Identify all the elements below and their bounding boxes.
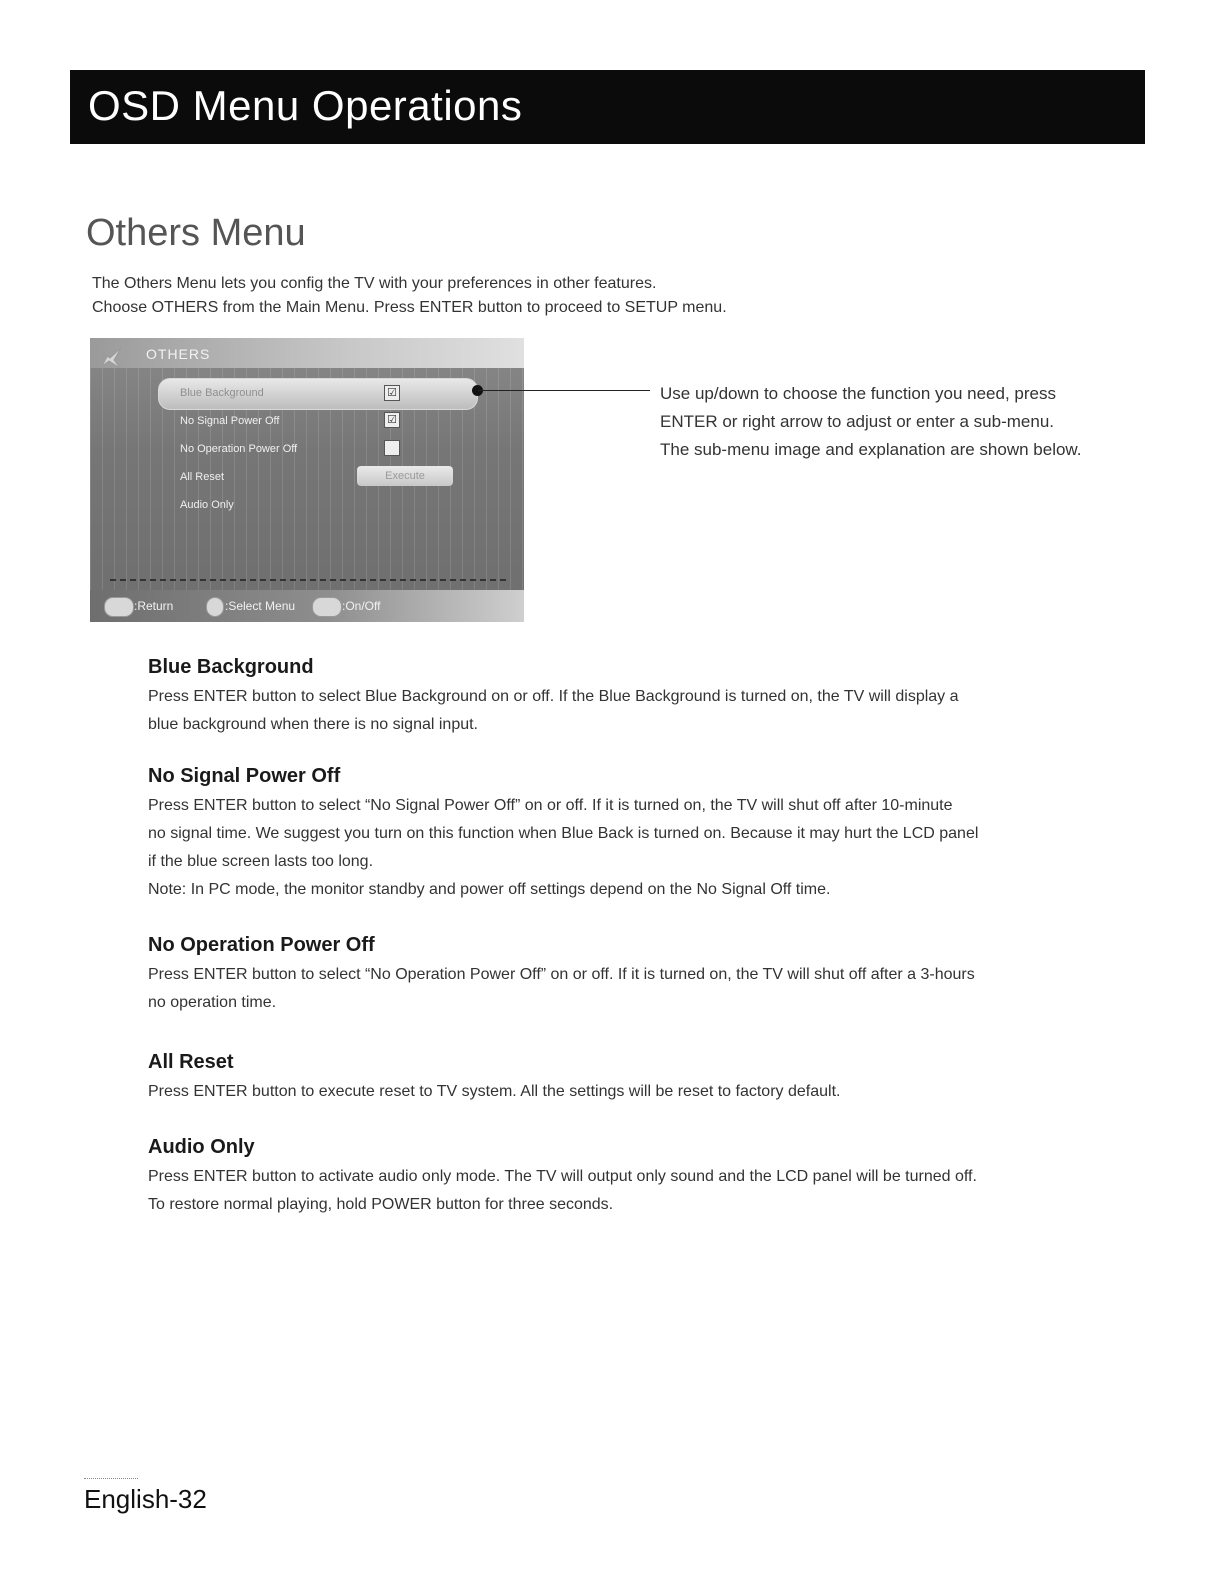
feature-blue-background bbox=[148, 656, 1128, 739]
intro-text bbox=[92, 272, 727, 320]
page-header-title: OSD Menu Operations bbox=[88, 82, 523, 129]
hint-return: :Return bbox=[134, 599, 174, 613]
callout-line: ENTER or right arrow to adjust or enter a sub-menu. bbox=[660, 412, 1054, 431]
callout-text bbox=[660, 380, 1140, 464]
feature-body-line: if the blue screen lasts too long. bbox=[148, 853, 374, 870]
feature-body-line: no signal time. We suggest you turn on this function when Blue Back is turned on. Because it may hurt the LCD panel bbox=[148, 825, 979, 842]
feature-audio-only bbox=[148, 1136, 1128, 1219]
osd-item-all-reset[interactable]: All Reset bbox=[180, 471, 225, 483]
footer-rule bbox=[84, 1478, 138, 1479]
updown-key-icon bbox=[206, 597, 224, 617]
section-title: Others Menu bbox=[86, 212, 306, 254]
intro-line: Choose OTHERS from the Main Menu. Press ENTER button to proceed to SETUP menu. bbox=[92, 299, 727, 316]
osd-item-no-signal-power-off[interactable]: No Signal Power Off bbox=[180, 415, 280, 427]
feature-heading: All Reset bbox=[148, 1051, 234, 1073]
hint-on-off: :On/Off bbox=[342, 599, 381, 613]
feature-no-signal-power-off bbox=[148, 765, 1128, 904]
feature-body-line: Press ENTER button to execute reset to TV system. All the settings will be reset to factory default. bbox=[148, 1083, 841, 1100]
hint-select-menu: :Select Menu bbox=[225, 599, 296, 613]
osd-item-no-operation-power-off[interactable]: No Operation Power Off bbox=[180, 443, 298, 455]
feature-heading: No Operation Power Off bbox=[148, 934, 375, 956]
feature-body-line: Press ENTER button to select “No Signal Power Off” on or off. If it is turned on, the TV will shut off after 10-minute bbox=[148, 797, 953, 814]
callout-line: The sub-menu image and explanation are shown below. bbox=[660, 440, 1082, 459]
blue-background-checkbox[interactable]: ☑ bbox=[384, 385, 400, 401]
osd-divider bbox=[110, 579, 506, 581]
feature-no-operation-power-off bbox=[148, 934, 1128, 1017]
feature-body-line: no operation time. bbox=[148, 994, 277, 1011]
menu-key-icon bbox=[104, 597, 134, 617]
feature-body-line: Press ENTER button to select “No Operation Power Off” on or off. If it is turned on, the TV will shut off after a 3-hours bbox=[148, 966, 975, 983]
feature-heading: No Signal Power Off bbox=[148, 765, 341, 787]
callout-line: Use up/down to choose the function you need, press bbox=[660, 384, 1056, 403]
feature-body-line: Press ENTER button to activate audio only mode. The TV will output only sound and the LCD panel will be turned off. bbox=[148, 1168, 977, 1185]
osd-item-audio-only[interactable]: Audio Only bbox=[180, 499, 234, 511]
execute-button[interactable]: Execute bbox=[357, 466, 453, 486]
page-number: English-32 bbox=[84, 1484, 207, 1514]
enter-key-icon bbox=[312, 597, 342, 617]
feature-body-line: To restore normal playing, hold POWER button for three seconds. bbox=[148, 1196, 614, 1213]
callout-leader-line bbox=[478, 390, 650, 391]
feature-heading: Blue Background bbox=[148, 656, 314, 678]
osd-item-blue-background[interactable]: Blue Background bbox=[180, 387, 264, 399]
header-bar bbox=[70, 70, 1145, 144]
feature-body-line: blue background when there is no signal input. bbox=[148, 716, 478, 733]
osd-title: OTHERS bbox=[146, 346, 211, 362]
no-operation-power-off-checkbox[interactable] bbox=[384, 440, 400, 456]
feature-body-line: Note: In PC mode, the monitor standby and power off settings depend on the No Signal Off time. bbox=[148, 881, 831, 898]
intro-line: The Others Menu lets you config the TV with your preferences in other features. bbox=[92, 275, 657, 292]
feature-heading: Audio Only bbox=[148, 1136, 255, 1158]
osd-menu-screenshot bbox=[90, 338, 524, 622]
no-signal-power-off-checkbox[interactable]: ☑ bbox=[384, 412, 400, 428]
feature-all-reset bbox=[148, 1051, 1128, 1106]
others-menu-icon bbox=[98, 344, 124, 370]
feature-body-line: Press ENTER button to select Blue Background on or off. If the Blue Background is turned on, the TV will display a bbox=[148, 688, 959, 705]
